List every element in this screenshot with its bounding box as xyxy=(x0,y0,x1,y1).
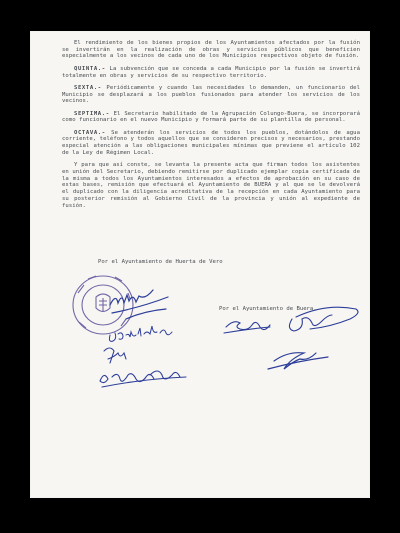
signature-buera-2 xyxy=(289,307,358,331)
document-page xyxy=(30,31,370,498)
signature-buera-1 xyxy=(224,322,270,333)
paragraph: SEPTIMA.- El Secretario habilitado de la Agrupación Colungo-Buera, se incorporará como funcionario en el nuevo Municipio y formará parte de su plantilla de personal. xyxy=(62,110,360,124)
paragraph: QUINTA.- La subvención que se conceda a cada Municipio por la fusión se invertirá totalmente en obras y servicios de su respectivo territorio. xyxy=(62,65,360,79)
paragraph: Y para que así conste, se levanta la presente acta que firman todos los asistentes en unión del Secretario, debiendo remitirse por duplicado ejemplar copia certificada de la misma a todos los Ayuntamientos interesados a efectos de aprobación en su caso de estas bases, remisión que efectuará el Ayuntamiento de BUERA y al que se le devolverá el duplicado con la diligencia acreditativa de la recepción en cada Ayuntamiento para su posterior remisión al Gobierno Civil de la provincia y unión al expediente de fusión. xyxy=(62,162,360,209)
paragraph: SEXTA.- Periódicamente y cuando las necesidades lo demanden, un funcionario del Municipio se desplazará a los pueblos fusionados para atender los servicios de los vecinos. xyxy=(62,84,360,105)
signature-huerta-1 xyxy=(110,290,168,319)
signature-buera-3 xyxy=(268,353,328,369)
signature-arturo-puyuelo xyxy=(100,348,186,387)
paragraph: OCTAVA.- Se atenderán los servicios de todos los pueblos, dotándolos de agua corriente, teléfono y todos aquellos que se consideren precisos y necesarios, prestando especial atención a las obligaciones municipales mínimas que previene el artículo 102 de la Ley de Régimen Local. xyxy=(62,129,360,156)
signatory-buera-label: Por el Ayuntamiento de Buera. xyxy=(219,306,317,312)
signature-joaquin-sanz xyxy=(109,326,172,341)
signatory-huerta-label: Por el Ayuntamiento de Huerta de Vero xyxy=(98,259,223,265)
official-seal xyxy=(73,276,133,334)
paragraph: El rendimiento de los bienes propios de los Ayuntamientos afectados por la fusión se invertirán en la realización de obras y servicios públicos que beneficien especialmente a los vecinos de cada uno de los Municipios respectivos objeto de fusión. xyxy=(62,40,360,60)
signatures-layer xyxy=(30,31,370,498)
